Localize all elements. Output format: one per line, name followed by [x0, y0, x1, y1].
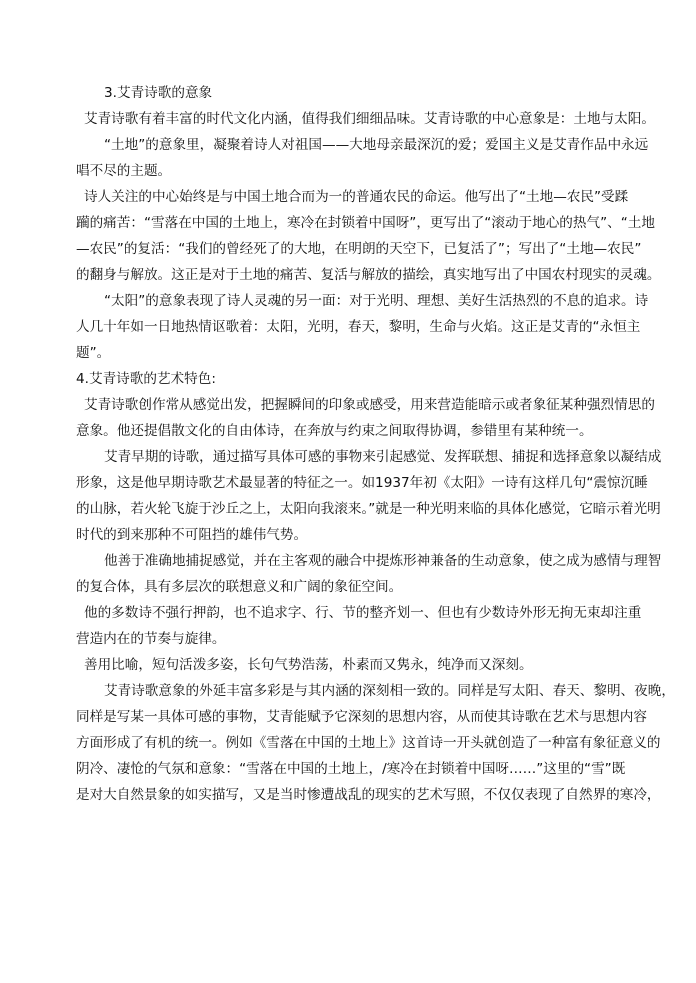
text-line: 的山脉，若火轮飞旋于沙丘之上，太阳向我滚来。”就是一种光明来临的具体化感觉，它暗示着光明 [76, 501, 661, 517]
text-line: 方面形成了有机的统一。例如《雪落在中国的土地上》这首诗一开头就创造了一种富有象征意义的 [76, 735, 661, 751]
paragraph [76, 652, 621, 678]
text-line: 诗人关注的中心始终是与中国土地合而为一的普通农民的命运。他写出了“土地—农民”受蹂 [84, 189, 629, 205]
text-line: —农民”的复活：“我们的曾经死了的大地，在明朗的天空下，已复活了”；写出了“土地—农民” [76, 241, 642, 257]
text-line: “土地”的意象里，凝聚着诗人对祖国——大地母亲最深沉的爱；爱国主义是艾青作品中永远 [104, 137, 649, 153]
paragraph [76, 392, 655, 444]
text-line: 他善于准确地捕捉感觉，并在主客观的融合中提炼形神兼备的生动意象，使之成为感情与理智 [104, 553, 662, 569]
text-line: 阴冷、凄怆的气氛和意象：“雪落在中国的土地上，/寒冷在封锁着中国呀……”这里的“雪”既 [76, 761, 626, 777]
text-line: 时代的到来那种不可阻挡的雄伟气势。 [76, 527, 308, 543]
text-line: “太阳”的意象表现了诗人灵魂的另一面：对于光明、理想、美好生活热烈的不息的追求。诗 [104, 293, 649, 309]
text-line: 题”。 [76, 345, 111, 361]
text-line: 形象，这是他早期诗歌艺术最显著的特征之一。如1937年初《太阳》一诗有这样几句“震惊沉睡 [76, 475, 648, 491]
paragraph [76, 288, 649, 366]
paragraph [76, 106, 655, 132]
text-line: 艾青诗歌有着丰富的时代文化内涵，值得我们细细品味。艾青诗歌的中心意象是：土地与太阳。 [84, 111, 655, 127]
text-line: 艾青早期的诗歌，通过描写具体可感的事物来引起感觉、发挥联想、捕捉和选择意象以凝结成 [104, 449, 662, 465]
document-body [76, 80, 675, 808]
text-line: 意象。他还提倡散文化的自由体诗，在奔放与约束之间取得协调，参错里有某种统一。 [76, 423, 593, 439]
text-line: 是对大自然景象的如实描写，又是当时惨遭战乱的现实的艺术写照，不仅仅表现了自然界的寒冷， [76, 787, 661, 803]
section-4-heading: 4.艾青诗歌的艺术特色: [76, 371, 216, 387]
text-line: 同样是写某一具体可感的事物，艾青能赋予它深刻的思想内容，从而使其诗歌在艺术与思想内容 [76, 709, 647, 725]
paragraph [76, 444, 662, 548]
text-line: 唱不尽的主题。 [76, 163, 172, 179]
text-line: 的翻身与解放。这正是对于土地的痛苦、复活与解放的描绘，真实地写出了中国农村现实的灵魂。 [76, 267, 661, 283]
text-line: 善用比喻，短句活泼多姿，长句气势浩荡，朴素而又隽永，纯净而又深刻。 [84, 657, 533, 673]
paragraph [76, 600, 642, 652]
section-3-heading: 3.艾青诗歌的意象 [104, 85, 213, 101]
paragraph [76, 132, 649, 184]
text-line: 人几十年如一日地热情讴歌着：太阳，光明，春天，黎明，生命与火焰。这正是艾青的“永恒主 [76, 319, 641, 335]
text-line: 躏的痛苦：“雪落在中国的土地上，寒冷在封锁着中国呀”，更写出了“滚动于地心的热气”、“土地 [76, 215, 655, 231]
text-line: 艾青诗歌创作常从感觉出发，把握瞬间的印象或感受，用来营造能暗示或者象征某种强烈情思的 [84, 397, 655, 413]
text-line: 的复合体，具有多层次的联想意义和广阔的象征空间。 [76, 579, 403, 595]
text-line: 艾青诗歌意象的外延丰富多彩是与其内涵的深刻相一致的。同样是写太阳、春天、黎明、夜晚， [104, 683, 675, 699]
text-line: 营造内在的节奏与旋律。 [76, 631, 226, 647]
text-line: 他的多数诗不强行押韵，也不追求字、行、节的整齐划一、但也有少数诗外形无拘无束却注重 [84, 605, 642, 621]
paragraph [76, 548, 662, 600]
paragraph [76, 184, 661, 288]
paragraph [76, 678, 675, 808]
